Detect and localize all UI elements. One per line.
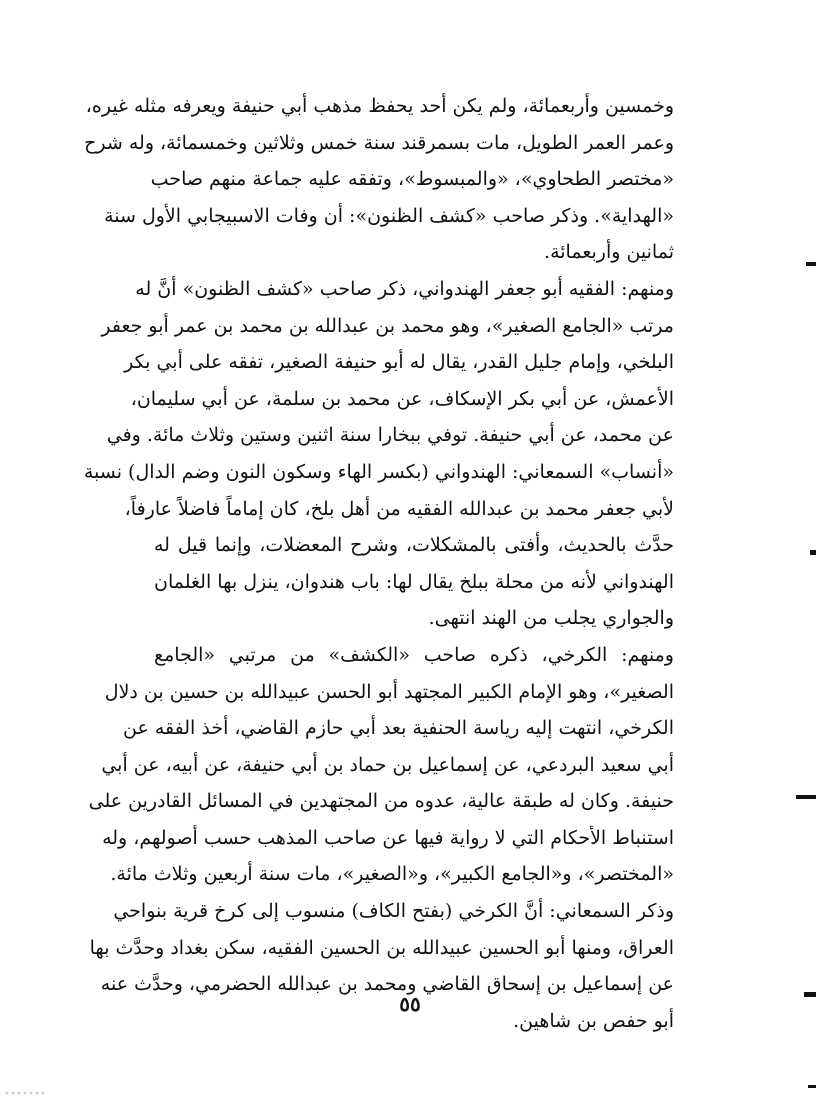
text-line: وخمسين وأربعمائة، ولم يكن أحد يحفظ مذهب أبي حنيفة ويعرفه مثله غيره، (85, 95, 674, 117)
scan-edge-mark (810, 550, 816, 555)
text-line: لأبي جعفر محمد بن عبدالله الفقيه من أهل بلخ، كان إماماً فاضلاً عارفاً، (124, 497, 674, 520)
text-line: الهندواني لأنه من محلة ببلخ يقال لها: باب هندوان، ينزل بها الغلمان (154, 570, 674, 593)
text-line: عن محمد، عن أبي حنيفة. توفي ببخارا سنة اثنين وستين وثلاث مائة. وفي (106, 424, 674, 447)
scan-noise (4, 1090, 44, 1096)
text-line: الكرخي، انتهت إليه رياسة الحنفية بعد أبي حازم القاضي، أخذ الفقه عن (123, 717, 674, 740)
text-line: استنباط الأحكام التي لا رواية فيها عن صاحب المذهب حسب أصولهم، وله (102, 826, 674, 849)
text-line: ثمانين وأربعمائة. (544, 241, 674, 264)
text-line: حدَّث بالحديث، وأفتى بالمشكلات، وشرح المعضلات، وإنما قيل له (154, 534, 674, 557)
text-line: عن إسماعيل بن إسحاق القاضي ومحمد بن عبدالله الحضرمي، وحدَّث عنه (100, 973, 674, 996)
scan-edge-mark (804, 992, 816, 997)
text-line: «المختصر»، و«الجامع الكبير»، و«الصغير»، مات سنة أربعين وثلاث مائة. (110, 863, 674, 886)
body-text (83, 88, 674, 1039)
text-line: ومنهم: الفقيه أبو جعفر الهندواني، ذكر صاحب «كشف الظنون» أنَّ له (135, 277, 674, 300)
text-line: حنيفة. وكان له طبقة عالية، عدوه من المجتهدين في المسائل القادرين على (88, 790, 674, 813)
text-line: الصغير»، وهو الإمام الكبير المجتهد أبو الحسن عبيدالله بن حسين بن دلال (104, 680, 674, 703)
scan-edge-mark (796, 795, 816, 799)
text-line: وذكر السمعاني: أنَّ الكرخي (بفتح الكاف) منسوب إلى كرخ قرية بنواحي (113, 900, 674, 923)
text-line: البلخي، وإمام جليل القدر، يقال له أبو حنيفة الصغير، تفقه على أبي بكر (124, 351, 674, 374)
text-line: مرتب «الجامع الصغير»، وهو محمد بن عبدالله بن محمد بن عمر أبو جعفر (101, 314, 674, 337)
text-line: ومنهم: الكرخي، ذكره صاحب «الكشف» من مرتبي «الجامع (154, 643, 674, 666)
page-number: ٥٥ (399, 992, 421, 1016)
text-line: «الهداية». وذكر صاحب «كشف الظنون»: أن وفات الاسبيجابي الأول سنة (104, 204, 674, 227)
text-line: أبي سعيد البردعي، عن إسماعيل بن حماد بن أبي حنيفة، عن أبيه، عن أبي (101, 753, 674, 776)
text-line: «مختصر الطحاوي»، «والمبسوط»، وتفقه عليه جماعة منهم صاحب (150, 168, 674, 191)
text-line: الأعمش، عن أبي بكر الإسكاف، عن محمد بن سلمة، عن أبي سليمان، (130, 387, 674, 410)
text-line: العراق، ومنها أبو الحسين عبيدالله بن الحسين الفقيه، سكن بغداد وحدَّث بها (89, 936, 674, 959)
scan-edge-mark (806, 262, 816, 266)
text-line: «أنساب» السمعاني: الهندواني (بكسر الهاء وسكون النون وضم الدال) نسبة (83, 460, 674, 483)
text-line: وعمر العمر الطويل، مات بسمرقند سنة خمس وثلاثين وخمسمائة، وله شرح (84, 131, 674, 154)
text-line: والجواري يجلب من الهند انتهى. (428, 607, 674, 630)
scan-edge-mark (808, 1085, 816, 1088)
text-line: أبو حفص بن شاهين. (513, 1009, 674, 1032)
